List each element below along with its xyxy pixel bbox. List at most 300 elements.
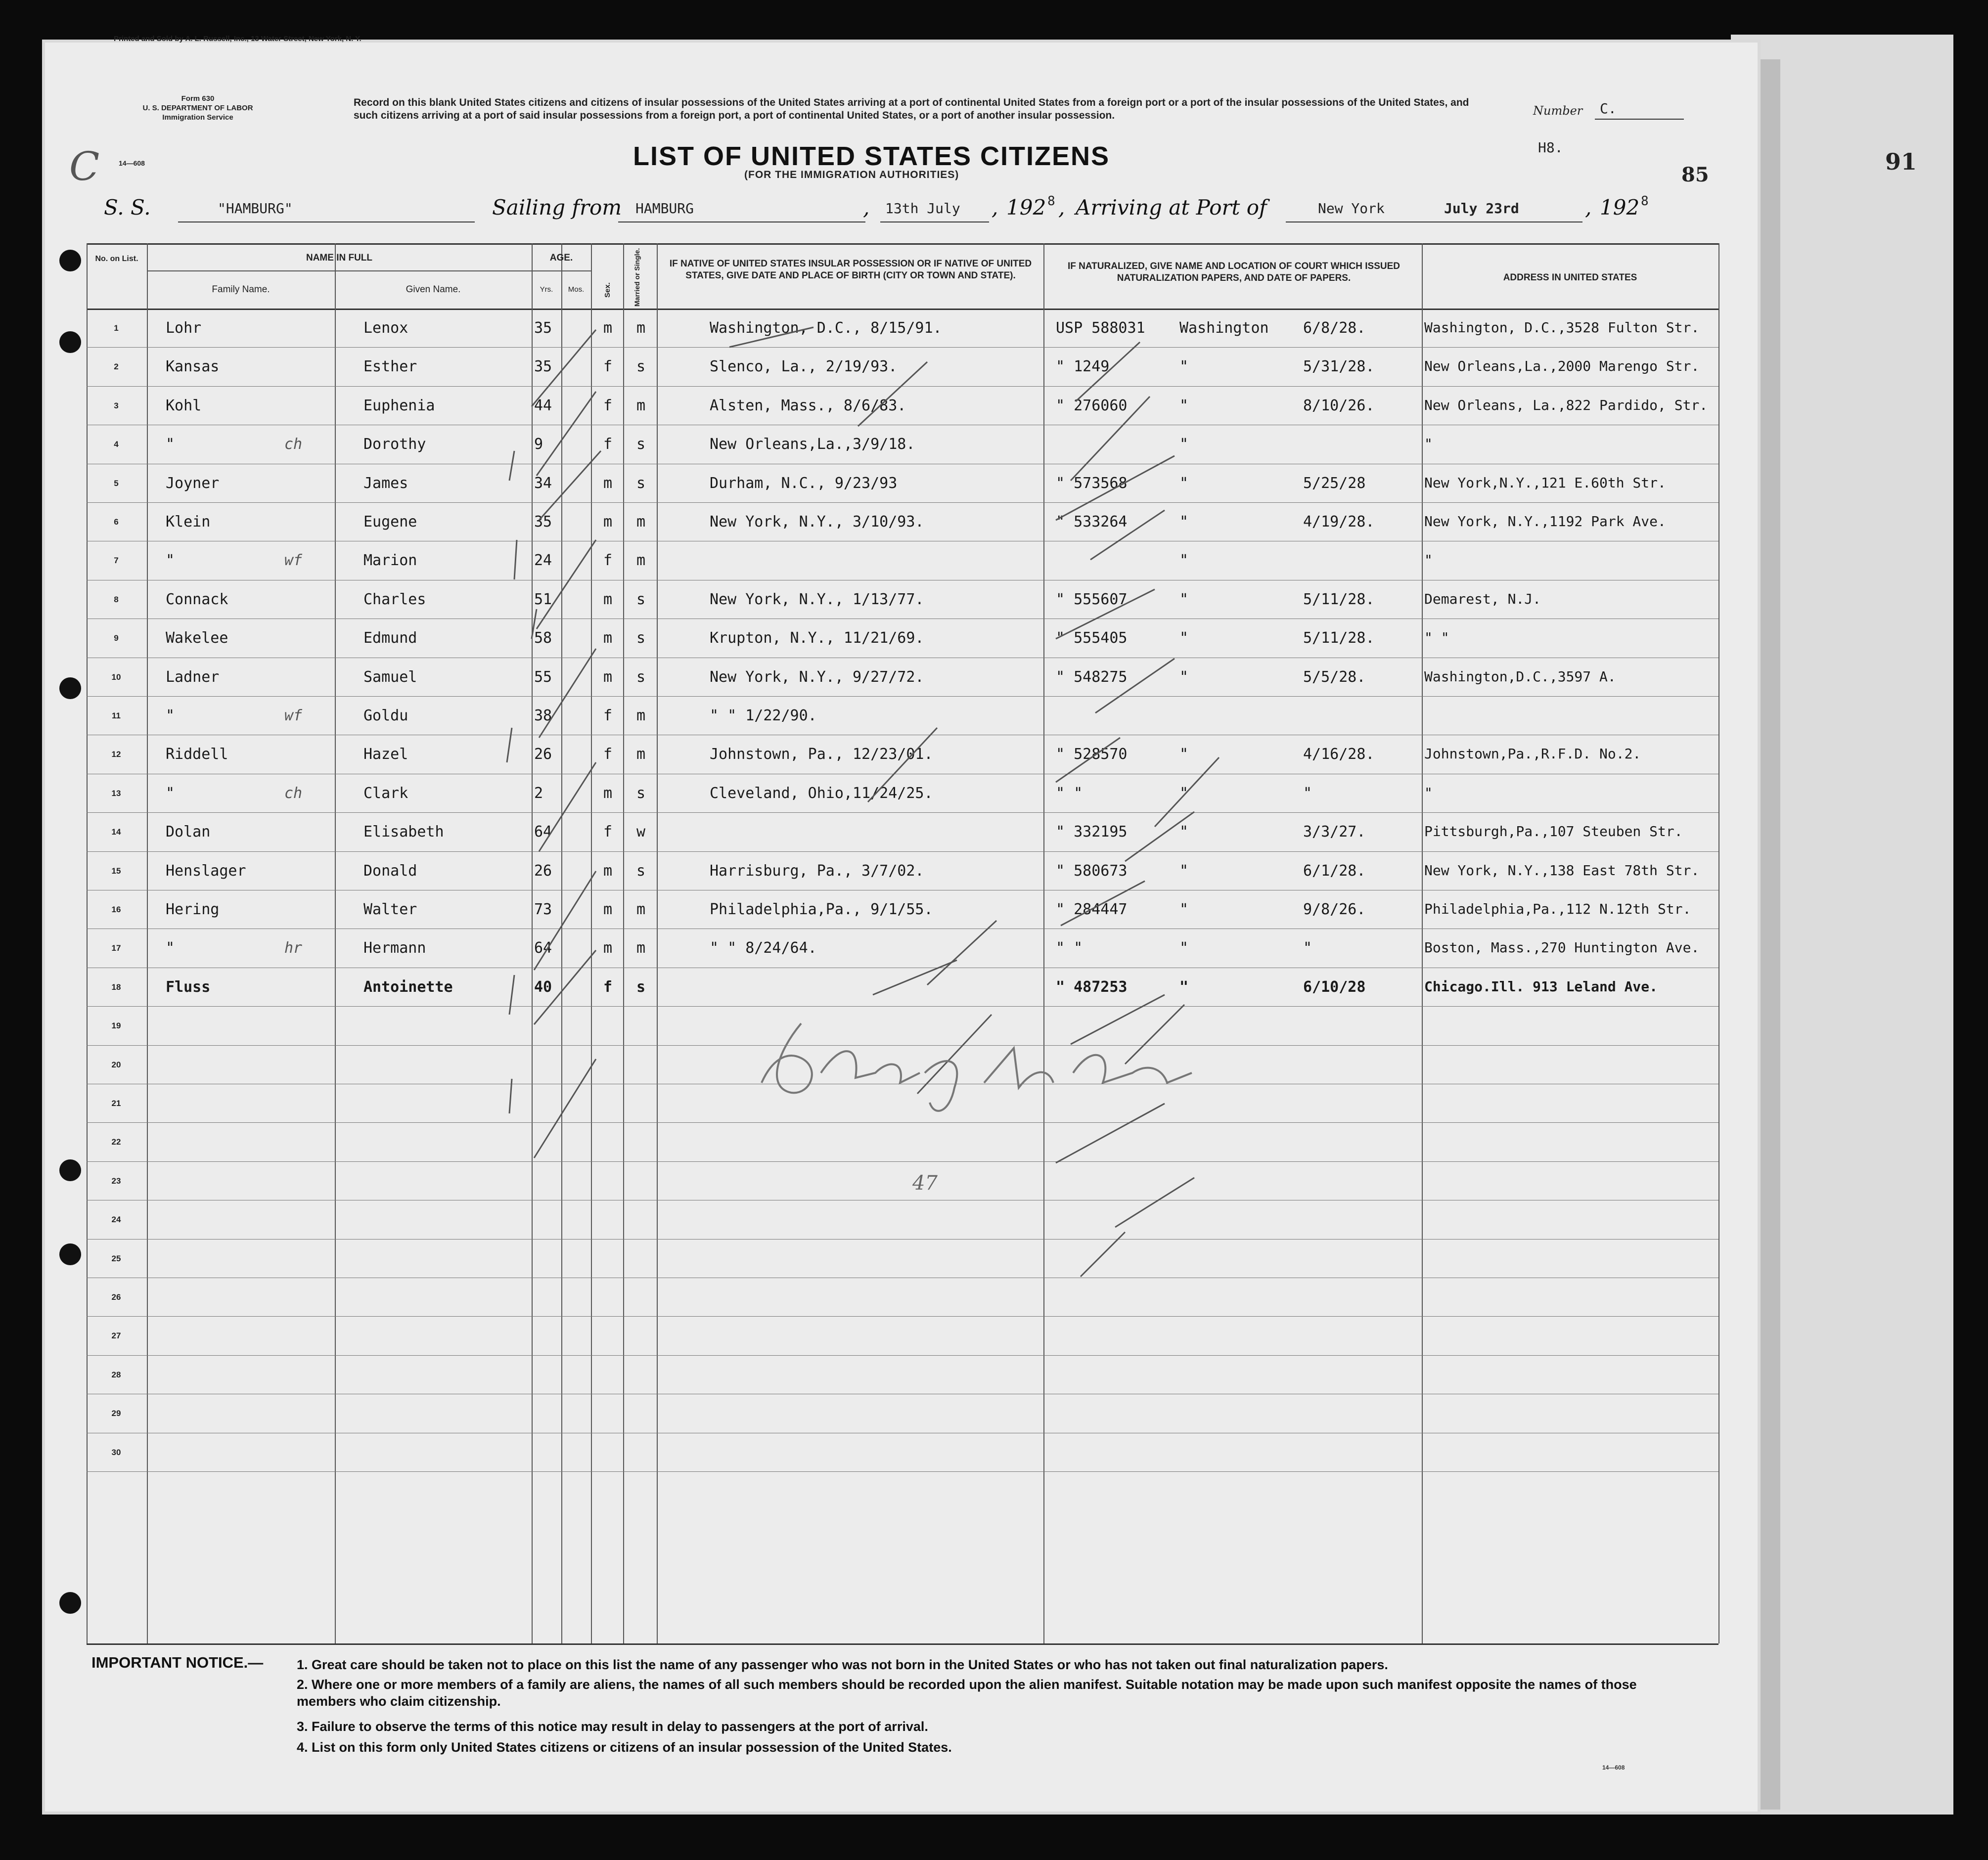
address-cell: " (1424, 784, 1433, 801)
marital-cell: m (636, 513, 646, 531)
sex-cell: m (603, 939, 613, 957)
check-stroke (1061, 881, 1145, 926)
family-name-cell: Dolan (166, 823, 211, 841)
arrival-date: July 23rd (1444, 200, 1519, 217)
marital-cell: s (636, 668, 646, 686)
naturalization-cert-cell: " 487253 (1056, 978, 1128, 996)
check-stroke (868, 728, 937, 802)
age-cell: 38 (534, 707, 552, 724)
address-cell: Pittsburgh,Pa.,107 Steuben Str. (1424, 823, 1683, 840)
handwritten-marks (87, 243, 1718, 1643)
marital-cell: m (636, 939, 646, 957)
naturalization-cert-cell: USP 588031 (1056, 319, 1145, 337)
naturalization-court-cell: " (1179, 474, 1189, 492)
row-number: 27 (111, 1331, 121, 1341)
given-name-cell: Hazel (363, 746, 408, 763)
check-stroke (1071, 397, 1150, 481)
bracket-mark (509, 451, 514, 481)
address-cell: Chicago.Ill. 913 Leland Ave. (1424, 978, 1658, 995)
naturalization-court-cell: Washington (1179, 319, 1269, 337)
binder-hole (59, 331, 81, 353)
naturalization-cert-cell: " 580673 (1056, 862, 1128, 880)
form-code: 14—608 (119, 159, 145, 167)
family-name-cell: Hering (166, 901, 220, 918)
check-stroke (1076, 342, 1140, 401)
marital-cell: s (636, 436, 646, 453)
year-suffix: 8 (1047, 194, 1055, 209)
sex-cell: m (603, 590, 613, 608)
marital-cell: s (636, 590, 646, 608)
naturalization-date-cell: 5/31/28. (1303, 358, 1375, 376)
sex-cell: m (603, 629, 613, 647)
given-name-cell: James (363, 474, 408, 492)
relation-note-cell: ch (284, 436, 303, 453)
sex-cell: m (603, 474, 613, 492)
given-name-cell: Goldu (363, 707, 408, 724)
notice-item: 2. Where one or more members of a family are aliens, the names of all such members should be recorded upon the alien manifest. Suitable notation may be made upon such manifest opposite the names of those members who claim citizenship. (297, 1677, 1637, 1709)
check-stroke (539, 762, 596, 851)
naturalization-cert-cell: " 533264 (1056, 513, 1128, 531)
naturalization-cert-cell: " 284447 (1056, 901, 1128, 918)
marital-cell: m (636, 319, 646, 337)
address-cell: New Orleans, La.,822 Pardido, Str. (1424, 397, 1708, 413)
age-cell: 58 (534, 629, 552, 647)
family-name-cell: Henslager (166, 862, 246, 880)
given-name-cell: Clark (363, 784, 408, 802)
address-cell: " " (1424, 629, 1449, 646)
check-stroke (873, 960, 957, 995)
naturalization-cert-cell: " 548275 (1056, 668, 1128, 686)
address-cell: Demarest, N.J. (1424, 590, 1541, 607)
address-cell: Johnstown,Pa.,R.F.D. No.2. (1424, 746, 1641, 762)
family-name-cell: " (166, 436, 175, 453)
col-header-name: NAME IN FULL (306, 253, 373, 263)
row-number: 2 (114, 362, 119, 372)
row-number: 16 (111, 905, 121, 914)
check-stroke (534, 950, 596, 1024)
naturalization-court-cell: " (1179, 901, 1189, 918)
marital-cell: s (636, 474, 646, 492)
family-name-cell: Wakelee (166, 629, 228, 647)
row-number: 13 (111, 788, 121, 798)
col-header-no: No. on List. (95, 255, 138, 263)
handwritten-c-mark: C (69, 143, 100, 189)
row-number: 6 (114, 517, 119, 527)
check-stroke (1056, 456, 1175, 520)
col-header-sex: Sex. (603, 282, 612, 298)
binder-hole (59, 250, 81, 271)
relation-note-cell: wf (284, 707, 303, 724)
age-cell: 35 (534, 513, 552, 531)
birthplace-cell: Johnstown, Pa., 12/23/01. (710, 746, 933, 763)
check-stroke (539, 649, 596, 738)
naturalization-date-cell: 9/8/26. (1303, 901, 1366, 918)
naturalization-date-cell: 8/10/26. (1303, 397, 1375, 414)
sex-cell: f (603, 552, 613, 570)
birthplace-cell: Krupton, N.Y., 11/21/69. (710, 629, 924, 647)
naturalization-court-cell: " (1179, 436, 1189, 453)
age-cell: 40 (534, 978, 552, 996)
form-line: Immigration Service (162, 113, 233, 122)
row-number: 11 (112, 711, 121, 720)
arrival-port: New York (1318, 200, 1385, 217)
row-number: 1 (114, 323, 119, 333)
sex-cell: m (603, 319, 613, 337)
naturalization-court-cell: " (1179, 513, 1189, 531)
marital-cell: w (636, 823, 646, 841)
naturalization-court-cell: " (1179, 590, 1189, 608)
birthplace-cell: Alsten, Mass., 8/6/83. (710, 397, 906, 414)
naturalization-court-cell: " (1179, 629, 1189, 647)
birthplace-cell: Harrisburg, Pa., 3/7/02. (710, 862, 924, 880)
family-name-cell: Lohr (166, 319, 202, 337)
sailing-port: HAMBURG (635, 200, 694, 217)
form-identification (124, 94, 272, 122)
relation-note-cell: hr (284, 939, 303, 957)
birthplace-cell: New York, N.Y., 3/10/93. (710, 513, 924, 531)
check-stroke (534, 871, 596, 970)
check-stroke (539, 451, 601, 520)
naturalization-cert-cell: " 332195 (1056, 823, 1128, 841)
age-cell: 73 (534, 901, 552, 918)
col-header-given: Given Name. (406, 284, 461, 295)
relation-note-cell: wf (284, 552, 303, 570)
check-stroke (1115, 1178, 1194, 1227)
underlying-page-number: 91 (1885, 148, 1917, 175)
naturalization-cert-cell: " 573568 (1056, 474, 1128, 492)
given-name-cell: Dorothy (363, 436, 426, 453)
row-number: 28 (111, 1370, 121, 1379)
naturalization-cert-cell: " 555405 (1056, 629, 1128, 647)
check-stroke (927, 921, 996, 985)
sex-cell: f (603, 358, 613, 376)
sex-cell: m (603, 901, 613, 918)
check-stroke (537, 392, 596, 476)
age-cell: 55 (534, 668, 552, 686)
family-name-cell: Ladner (166, 668, 220, 686)
row-number: 21 (111, 1099, 121, 1108)
naturalization-date-cell: 3/3/27. (1303, 823, 1366, 841)
sex-cell: m (603, 862, 613, 880)
sex-cell: m (603, 513, 613, 531)
address-cell: " (1424, 552, 1433, 569)
naturalization-date-cell: 4/16/28. (1303, 746, 1375, 763)
naturalization-date-cell: 5/5/28. (1303, 668, 1366, 686)
given-name-cell: Edmund (363, 629, 417, 647)
given-name-cell: Lenox (363, 319, 408, 337)
row-number: 20 (111, 1060, 121, 1069)
family-name-cell: " (166, 707, 175, 724)
check-stroke (1056, 589, 1155, 639)
row-number: 15 (111, 866, 121, 876)
row-number: 9 (114, 633, 119, 643)
binder-hole (59, 677, 81, 699)
row-number: 17 (111, 943, 121, 953)
age-cell: 64 (534, 823, 552, 841)
family-name-cell: " (166, 784, 175, 802)
row-number: 3 (114, 400, 119, 410)
row-number: 18 (111, 982, 121, 992)
col-header-married: Married or Single. (633, 248, 641, 307)
naturalization-court-cell: " (1179, 939, 1189, 957)
birthplace-cell: Cleveland, Ohio,11/24/25. (710, 784, 933, 802)
birthplace-cell: New York, N.Y., 1/13/77. (710, 590, 924, 608)
bracket-mark (509, 1079, 512, 1113)
birthplace-cell: Slenco, La., 2/19/93. (710, 358, 898, 376)
age-cell: 26 (534, 746, 552, 763)
row-number: 14 (111, 827, 121, 837)
sailing-label: Sailing from (492, 195, 622, 220)
form-line: U. S. DEPARTMENT OF LABOR (142, 104, 253, 112)
col-line (1718, 243, 1719, 1643)
naturalization-date-cell: 6/8/28. (1303, 319, 1366, 337)
notice-item: 4. List on this form only United States citizens or citizens of an insular possession of the United States. (297, 1740, 952, 1755)
sex-cell: m (603, 668, 613, 686)
naturalization-date-cell: 6/1/28. (1303, 862, 1366, 880)
printer-credit: Printed and Sold by A. L. Russell, Inc., 13 Water Street, New York, N. Y. (114, 35, 361, 43)
check-stroke (532, 330, 596, 406)
date-underline (880, 221, 989, 222)
binder-hole (59, 1592, 81, 1614)
family-name-cell: Connack (166, 590, 228, 608)
col-header-age: AGE. (549, 253, 573, 263)
sex-cell: f (603, 436, 613, 453)
binder-hole (59, 1243, 81, 1265)
birthplace-cell: Durham, N.C., 9/23/93 (710, 474, 898, 492)
h8-code: H8. (1538, 139, 1563, 156)
address-cell: New Orleans,La.,2000 Marengo Str. (1424, 358, 1700, 375)
naturalization-cert-cell: " 1249 (1056, 358, 1110, 376)
given-name-cell: Donald (363, 862, 417, 880)
given-name-cell: Hermann (363, 939, 426, 957)
row-number: 23 (111, 1176, 121, 1186)
comma: , (863, 195, 870, 220)
ship-underline (178, 221, 475, 222)
age-cell: 34 (534, 474, 552, 492)
notice-item: 3. Failure to observe the terms of this notice may result in delay to passengers at the port of arrival. (297, 1719, 928, 1734)
arriving-label: Arriving at Port of (1076, 195, 1267, 220)
address-cell: New York,N.Y.,121 E.60th Str. (1424, 474, 1666, 491)
given-name-cell: Walter (363, 901, 417, 918)
notice-item: 1. Great care should be taken not to place on this list the name of any passenger who was not born in the United States or who has not taken out final naturalization papers. (297, 1657, 1388, 1672)
row-number: 8 (114, 594, 119, 604)
row-number: 10 (111, 672, 121, 682)
naturalization-date-cell: " (1303, 784, 1312, 802)
family-name-cell: " (166, 939, 175, 957)
record-instructions: Record on this blank United States citizens and citizens of insular possessions of the United States arriving at a port of continental United States from a foreign port or a port of the insular possessions of the United States, and such citizens arriving at a port of said insular possessions from a foreign port, a port of continental United States, or a port of another insular possession. (354, 97, 1469, 121)
naturalization-court-cell: " (1179, 552, 1189, 570)
marital-cell: s (636, 978, 646, 996)
sailing-date: 13th July (885, 200, 960, 217)
address-cell: Washington,D.C.,3597 A. (1424, 668, 1616, 685)
naturalization-court-cell: " (1179, 784, 1189, 802)
naturalization-court-cell: " (1179, 397, 1189, 414)
age-cell: 64 (534, 939, 552, 957)
number-value: C. (1600, 100, 1617, 117)
marital-cell: s (636, 629, 646, 647)
family-name-cell: Fluss (166, 978, 211, 996)
marital-cell: m (636, 707, 646, 724)
naturalization-court-cell: " (1179, 862, 1189, 880)
address-cell: New York, N.Y.,1192 Park Ave. (1424, 513, 1666, 530)
birthplace-cell: New Orleans,La.,3/9/18. (710, 436, 915, 453)
check-stroke (858, 362, 927, 426)
birthplace-cell: Washington, D.C., 8/15/91. (710, 319, 942, 337)
year-prefix: 192 (1600, 195, 1640, 220)
bracket-mark (532, 609, 537, 639)
naturalization-court-cell: " (1179, 358, 1189, 376)
arrival-port-underline (1286, 221, 1434, 222)
check-stroke (534, 1059, 596, 1158)
sex-cell: f (603, 978, 613, 996)
bracket-mark (509, 975, 514, 1015)
bracket-mark (514, 540, 517, 579)
col-header-naturalized: IF NATURALIZED, GIVE NAME AND LOCATION OF COURT WHICH ISSUED NATURALIZATION PAPERS, AND DATE OF PAPERS. (1067, 261, 1400, 283)
port-underline (618, 221, 865, 222)
age-cell: 35 (534, 319, 552, 337)
comma: , (1585, 195, 1592, 220)
row-number: 29 (111, 1409, 121, 1418)
row-number: 12 (111, 750, 121, 759)
check-stroke (729, 327, 813, 347)
col-header-family: Family Name. (212, 284, 270, 295)
signature-text: J. Lafonita Insp. G. Com. (757, 1126, 831, 1131)
given-name-cell: Eugene (363, 513, 417, 531)
naturalization-date-cell: 5/25/28 (1303, 474, 1366, 492)
given-name-cell: Samuel (363, 668, 417, 686)
naturalization-court-cell: " (1179, 978, 1189, 996)
marital-cell: m (636, 397, 646, 414)
age-cell: 24 (534, 552, 552, 570)
age-cell: 2 (534, 784, 543, 802)
family-name-cell: Kansas (166, 358, 220, 376)
check-stroke (1125, 812, 1194, 861)
naturalization-date-cell: 5/11/28. (1303, 590, 1375, 608)
check-stroke (1095, 659, 1175, 713)
sex-cell: f (603, 397, 613, 414)
table-bottom-rule (87, 1643, 1718, 1645)
given-name-cell: Elisabeth (363, 823, 444, 841)
number-label: Number (1533, 104, 1583, 118)
family-name-cell: Kohl (166, 397, 202, 414)
form-line: Form 630 (181, 94, 215, 103)
naturalization-date-cell: 4/19/28. (1303, 513, 1375, 531)
number-underline (1595, 119, 1684, 120)
bracket-mark (507, 728, 512, 762)
notice-lead: IMPORTANT NOTICE.— (91, 1654, 264, 1671)
address-cell: " (1424, 436, 1433, 452)
naturalization-cert-cell: " " (1056, 784, 1083, 802)
given-name-cell: Antoinette (363, 978, 453, 996)
check-stroke (1081, 1232, 1125, 1277)
naturalization-date-cell: " (1303, 939, 1312, 957)
ss-label: S. S. (104, 195, 151, 220)
arrival-date-underline (1434, 221, 1582, 222)
page-subtitle: (FOR THE IMMIGRATION AUTHORITIES) (744, 169, 959, 180)
col-header-mos: Mos. (568, 285, 585, 294)
given-name-cell: Esther (363, 358, 417, 376)
row-number: 25 (111, 1253, 121, 1263)
family-name-cell: Klein (166, 513, 211, 531)
sex-cell: f (603, 707, 613, 724)
page-title: LIST OF UNITED STATES CITIZENS (633, 141, 1110, 171)
age-cell: 44 (534, 397, 552, 414)
row-number: 4 (114, 440, 119, 449)
relation-note-cell: ch (284, 784, 303, 802)
page-number: 85 (1681, 163, 1709, 186)
marital-cell: s (636, 784, 646, 802)
given-name-cell: Charles (363, 590, 426, 608)
check-stroke (1090, 510, 1165, 560)
stray-mark: 47 (912, 1172, 938, 1195)
row-number: 30 (111, 1447, 121, 1457)
age-cell: 35 (534, 358, 552, 376)
address-cell: New York, N.Y.,138 East 78th Str. (1424, 862, 1700, 879)
row-number: 7 (114, 556, 119, 566)
family-name-cell: Riddell (166, 746, 228, 763)
family-name-cell: Joyner (166, 474, 220, 492)
address-cell: Washington, D.C.,3528 Fulton Str. (1424, 319, 1700, 336)
marital-cell: s (636, 358, 646, 376)
page-edge (1761, 59, 1780, 1810)
row-number: 5 (114, 478, 119, 488)
naturalization-court-cell: " (1179, 823, 1189, 841)
year-suffix: 8 (1641, 194, 1649, 209)
comma: , (992, 195, 998, 220)
marital-cell: m (636, 552, 646, 570)
col-header-yrs: Yrs. (540, 285, 553, 294)
naturalization-cert-cell: " " (1056, 939, 1083, 957)
age-cell: 9 (534, 436, 543, 453)
row-number: 22 (111, 1137, 121, 1147)
comma: , (1058, 195, 1065, 220)
naturalization-date-cell: 5/11/28. (1303, 629, 1375, 647)
row-number: 26 (111, 1292, 121, 1302)
naturalization-cert-cell: " 555607 (1056, 590, 1128, 608)
year-prefix: 192 (1006, 195, 1046, 220)
naturalization-court-cell: " (1179, 746, 1189, 763)
marital-cell: m (636, 746, 646, 763)
sex-cell: f (603, 823, 613, 841)
sex-cell: m (603, 784, 613, 802)
inspector-signature (757, 1014, 1202, 1132)
naturalization-cert-cell: " 528570 (1056, 746, 1128, 763)
naturalization-date-cell: 6/10/28 (1303, 978, 1366, 996)
age-cell: 51 (534, 590, 552, 608)
address-cell: Philadelphia,Pa.,112 N.12th Str. (1424, 901, 1691, 917)
passenger-table (87, 243, 1718, 1643)
naturalization-court-cell: " (1179, 668, 1189, 686)
given-name-cell: Euphenia (363, 397, 435, 414)
col-header-birth: IF NATIVE OF UNITED STATES INSULAR POSSESSION OR IF NATIVE OF UNITED STATES, GIVE DATE AND PLACE OF BIRTH (CITY OR TOWN AND STATE). (669, 259, 1032, 281)
col-header-address: ADDRESS IN UNITED STATES (1503, 272, 1637, 283)
marital-cell: s (636, 862, 646, 880)
row-number: 24 (111, 1215, 121, 1225)
marital-cell: m (636, 901, 646, 918)
birthplace-cell: Philadelphia,Pa., 9/1/55. (710, 901, 933, 918)
birthplace-cell: New York, N.Y., 9/27/72. (710, 668, 924, 686)
birthplace-cell: " " 8/24/64. (710, 939, 817, 957)
birthplace-cell: " " 1/22/90. (710, 707, 817, 724)
footer-form-code: 14—608 (1602, 1764, 1625, 1771)
address-cell: Boston, Mass.,270 Huntington Ave. (1424, 939, 1700, 956)
ship-name: "HAMBURG" (218, 200, 293, 217)
given-name-cell: Marion (363, 552, 417, 570)
binder-hole (59, 1159, 81, 1181)
check-stroke (537, 540, 596, 629)
sex-cell: f (603, 746, 613, 763)
naturalization-cert-cell: " 276060 (1056, 397, 1128, 414)
